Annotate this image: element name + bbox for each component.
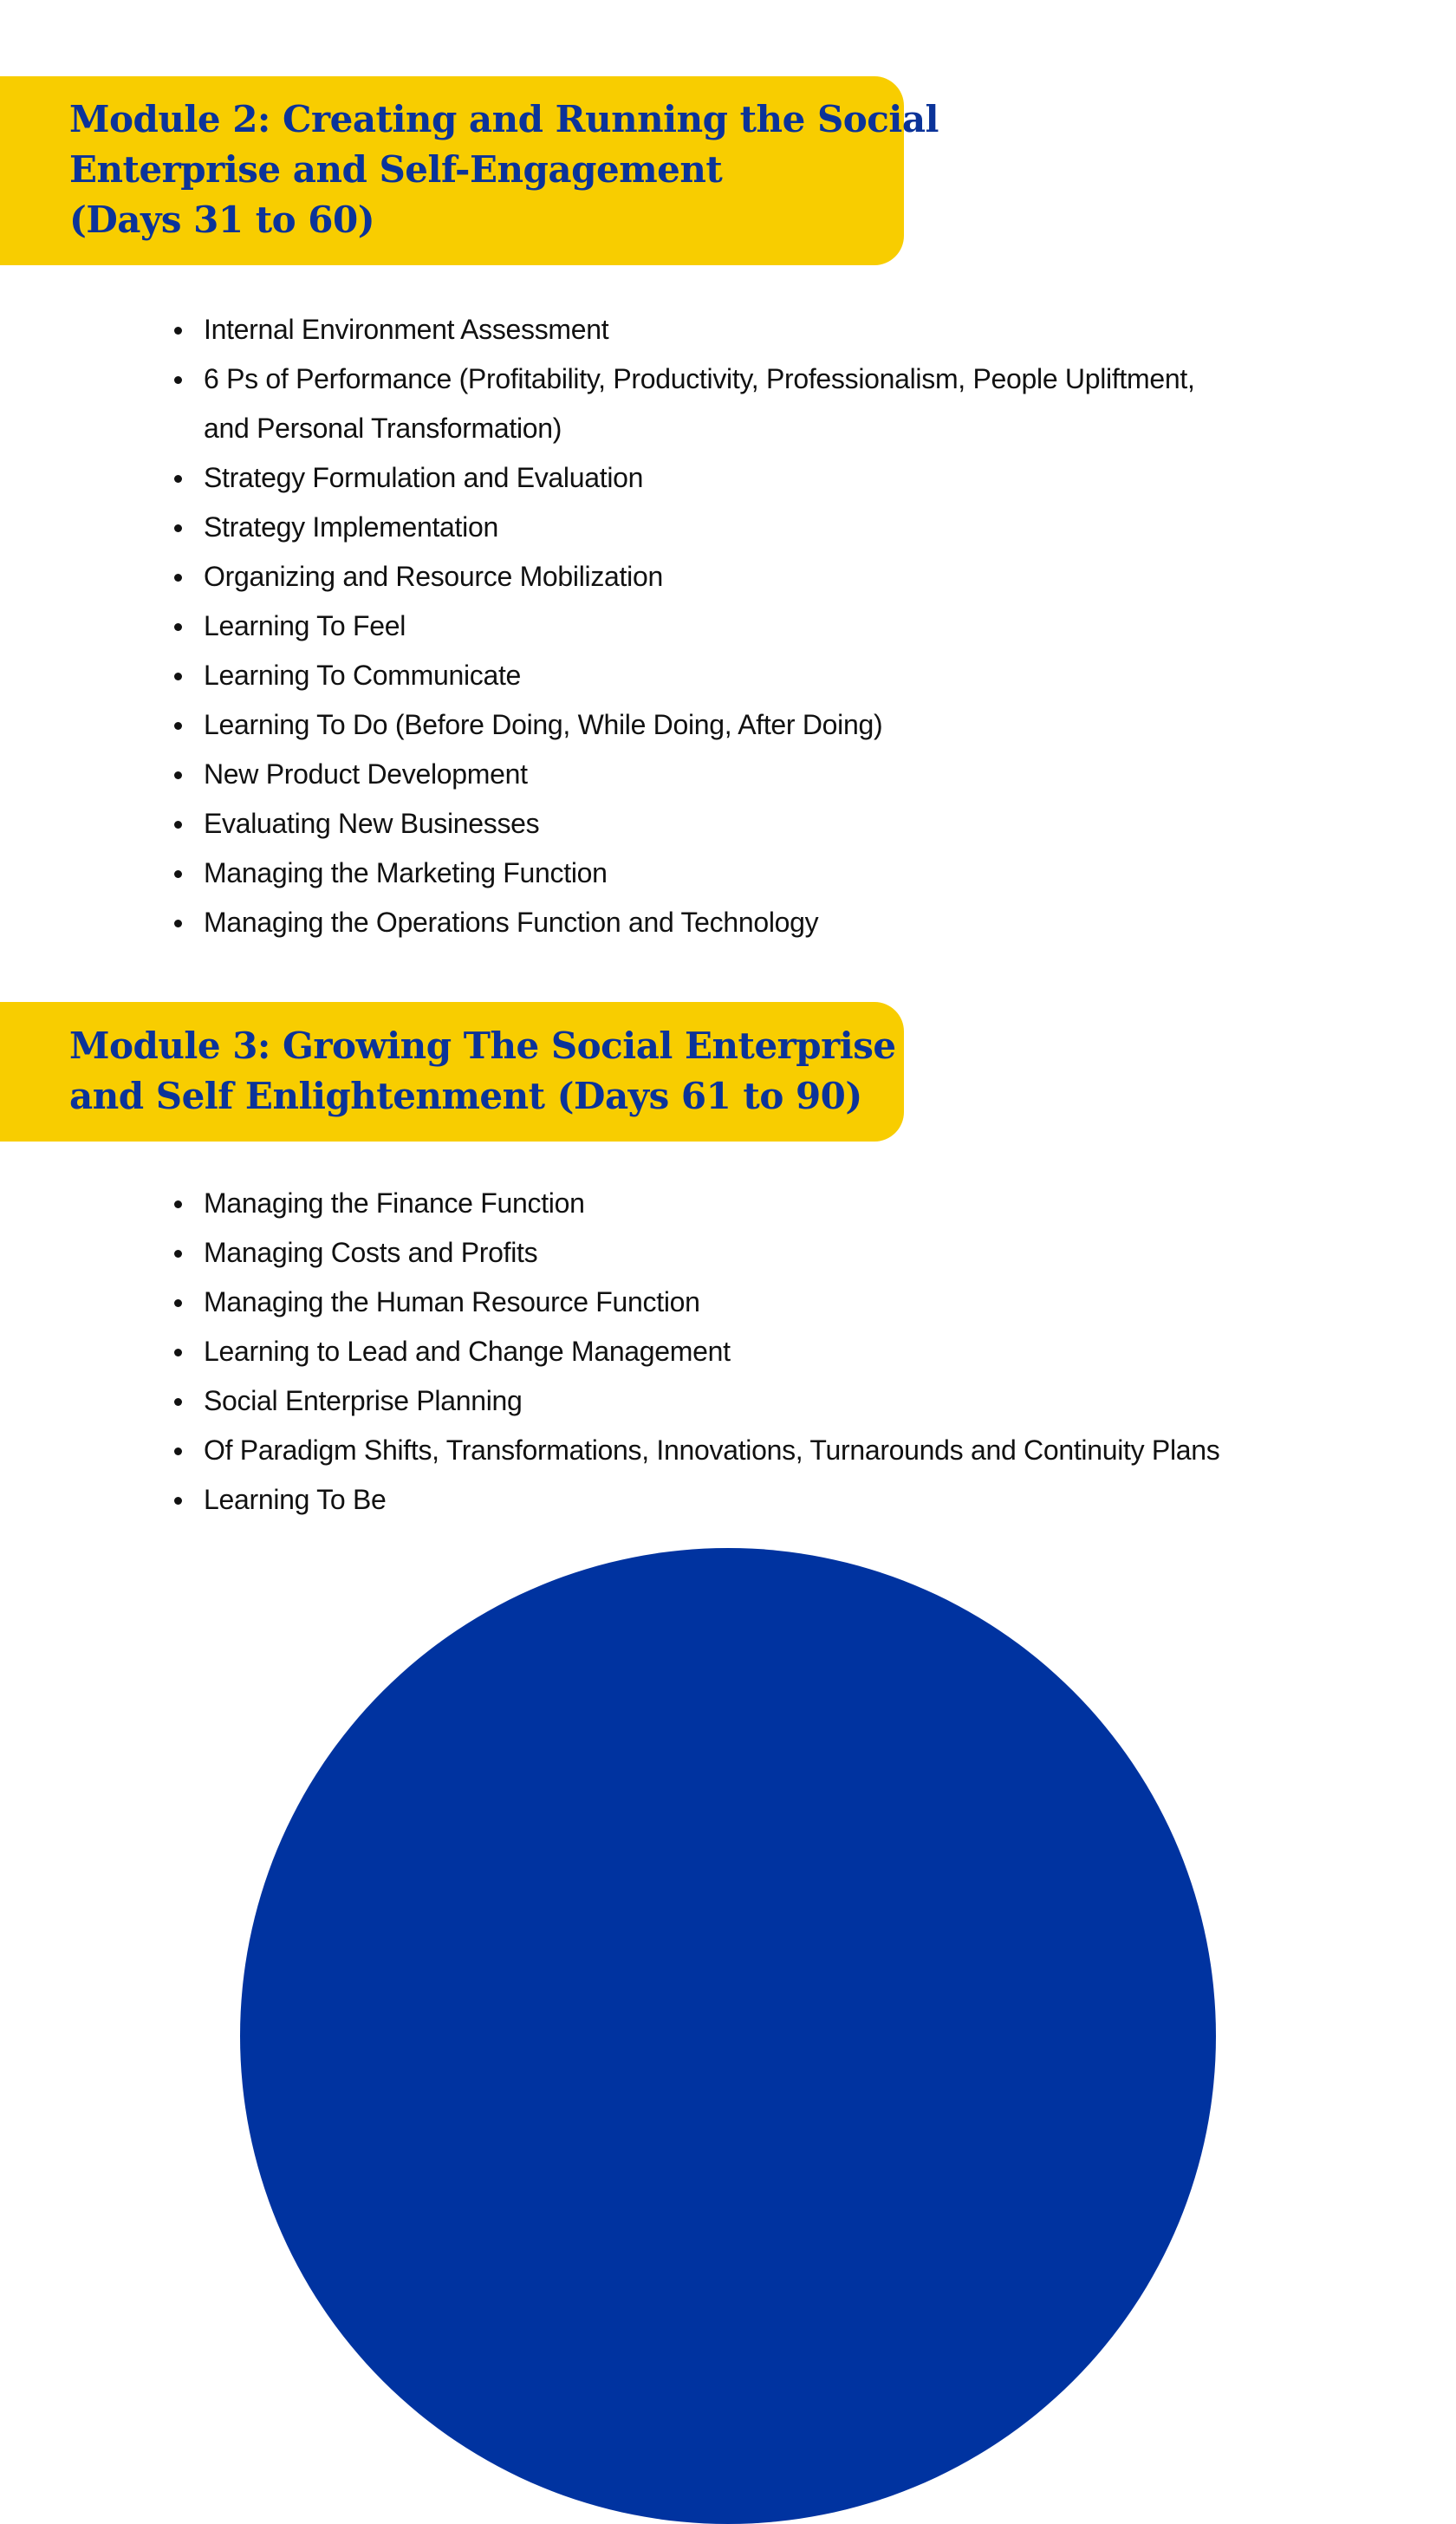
list-item: Learning to Lead and Change Management [163, 1327, 1376, 1376]
list-item: Learning To Be [163, 1475, 1376, 1525]
module-3-topic-list [163, 1179, 1376, 1525]
list-item: Managing the Marketing Function [163, 849, 1376, 898]
list-item [163, 355, 1376, 453]
list-item: New Product Development [163, 750, 1376, 799]
module-2-heading-line: Module 2: Creating and Running the Social [69, 98, 939, 140]
list-item: Learning To Feel [163, 602, 1376, 651]
list-item: Of Paradigm Shifts, Transformations, Innovations, Turnarounds and Continuity Plans [163, 1426, 1376, 1475]
list-item: Organizing and Resource Mobilization [163, 552, 1376, 602]
module-2-heading [69, 94, 939, 245]
list-item: Managing the Operations Function and Technology [163, 898, 1376, 947]
list-item: Managing the Human Resource Function [163, 1278, 1376, 1327]
list-item: Strategy Formulation and Evaluation [163, 453, 1376, 503]
list-item: Evaluating New Businesses [163, 799, 1376, 849]
module-3-heading-line: and Self Enlightenment (Days 61 to 90) [69, 1075, 862, 1117]
module-2-banner [0, 76, 939, 265]
module-2-topic-list [163, 305, 1376, 947]
list-item: Social Enterprise Planning [163, 1376, 1376, 1426]
module-3-heading-line: Module 3: Growing The Social Enterprise [69, 1025, 896, 1067]
list-item: Strategy Implementation [163, 503, 1376, 552]
list-item-text-continued: and Personal Transformation) [204, 413, 562, 444]
list-item: Learning To Communicate [163, 651, 1376, 700]
decorative-blue-circle [240, 1548, 1216, 2524]
module-2-heading-line: (Days 31 to 60) [69, 198, 375, 241]
list-item: Managing Costs and Profits [163, 1228, 1376, 1278]
module-2-heading-line: Enterprise and Self-Engagement [69, 148, 723, 191]
list-item: Learning To Do (Before Doing, While Doing, After Doing) [163, 700, 1376, 750]
list-item-text: 6 Ps of Performance (Profitability, Productivity, Professionalism, People Upliftment, [204, 363, 1195, 394]
list-item: Internal Environment Assessment [163, 305, 1376, 355]
module-3-banner [0, 1002, 904, 1142]
list-item: Managing the Finance Function [163, 1179, 1376, 1228]
module-3-heading [69, 1021, 904, 1122]
